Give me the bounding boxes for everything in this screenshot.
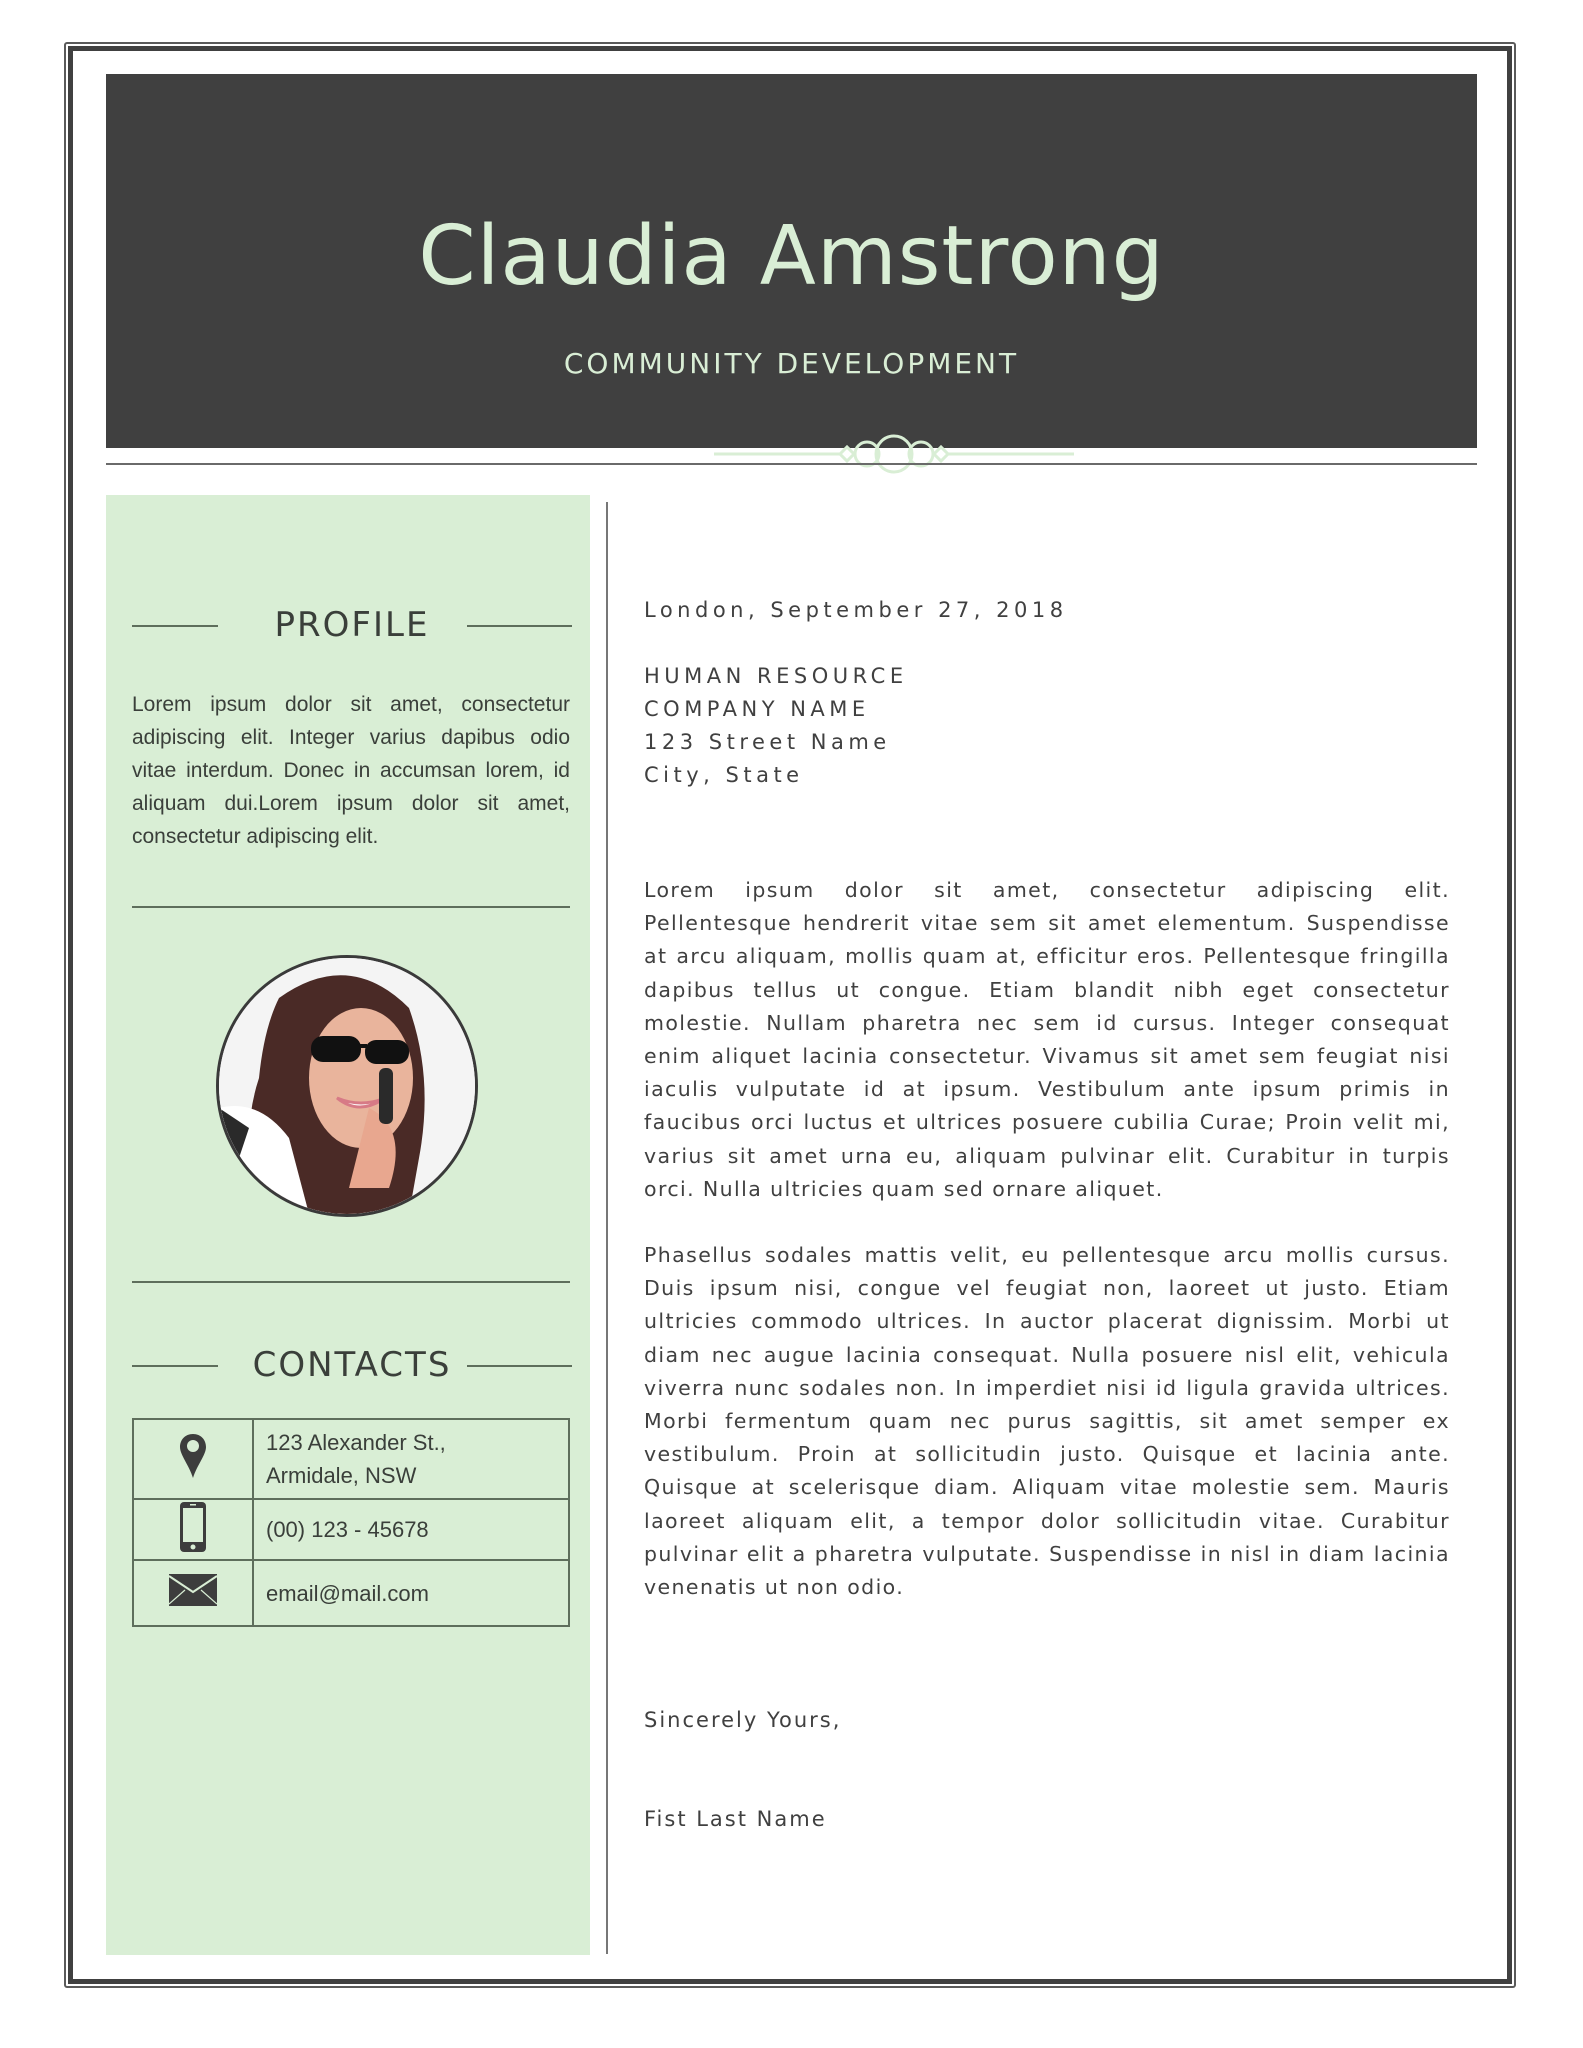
letter-paragraph-2: Phasellus sodales mattis velit, eu pellentesque arcu mollis cursus. Duis ipsum nisi, congue vel feugiat non, laoreet ut justo. Etiam ultricies commodo ultrices. In auctor placerat dignissim. Morbi ut diam nec augue lacinia consequat. Nulla posuere nisl elit, vehicula viverra nunc sodales non. In imperdiet nisi id ligula gravida ultrices. Morbi fermentum quam nec purus sagittis, sit amet semper ex vestibulum. Proin at sollicitudin justo. Quisque et lacinia ante. Quisque at scelerisque diam. Aliquam vitae molestie sem. Mauris laoreet aliquam elit, a tempor dolor sollicitudin vitae. Curabitur pulvinar elit a pharetra vulputate. Suspendisse in nisl in diam lacinia venenatis ut non odio. — [644, 1243, 1450, 1600]
letter-closing: Sincerely Yours, — [644, 1708, 842, 1733]
candidate-name: Claudia Amstrong — [418, 209, 1165, 304]
contacts-table — [132, 1418, 570, 1627]
sidebar-divider — [132, 1281, 570, 1283]
address-line-2: Armidale, NSW — [266, 1463, 417, 1488]
candidate-title: COMMUNITY DEVELOPMENT — [563, 347, 1020, 380]
profile-heading — [132, 605, 572, 645]
sidebar — [106, 495, 590, 1955]
letter-date: London, September 27, 2018 — [644, 598, 1068, 622]
profile-summary: Lorem ipsum dolor sit amet, consectetur adipiscing elit. Integer varius dapibus odio vitae interdum. Donec in accumsan lorem, id aliquam dui.Lorem ipsum dolor sit amet, consectetur adipiscing elit. — [132, 693, 570, 848]
heading-rule-right — [467, 1365, 572, 1367]
contacts-heading-text: CONTACTS — [252, 1345, 452, 1385]
contact-icon-cell — [133, 1560, 253, 1626]
contacts-heading — [132, 1345, 572, 1385]
avatar — [216, 955, 478, 1217]
recipient-department: HUMAN RESOURCE — [644, 664, 908, 688]
contact-icon-cell — [133, 1499, 253, 1560]
mobile-phone-icon — [179, 1501, 207, 1553]
column-divider — [606, 502, 608, 1954]
contact-email[interactable]: email@mail.com — [253, 1560, 569, 1626]
location-pin-icon — [179, 1433, 207, 1479]
address-line-1: 123 Alexander St., — [266, 1430, 446, 1455]
sidebar-divider — [132, 906, 570, 908]
recipient-street: 123 Street Name — [644, 730, 891, 754]
recipient-city: City, State — [644, 763, 804, 787]
profile-photo-icon — [219, 958, 475, 1214]
contact-address — [253, 1419, 569, 1499]
contact-row-phone — [133, 1499, 569, 1560]
contact-row-email — [133, 1560, 569, 1626]
header-divider — [106, 463, 1477, 465]
cover-letter — [644, 594, 1450, 1836]
envelope-icon — [169, 1574, 217, 1606]
profile-heading-text: PROFILE — [274, 605, 430, 645]
ornament-divider-icon — [712, 432, 1076, 476]
contact-phone: (00) 123 - 45678 — [253, 1499, 569, 1560]
recipient-company: COMPANY NAME — [644, 697, 870, 721]
letter-paragraph-1: Lorem ipsum dolor sit amet, consectetur adipiscing elit. Pellentesque hendrerit vitae sem sit amet elementum. Suspendisse at arcu aliquam, mollis quam at, efficitur eros. Pellentesque fringilla dapibus tellus ut congue. Etiam blandit nibh eget consectetur molestie. Nullam pharetra nec sem id cursus. Integer consequat enim aliquet lacinia consectetur. Vivamus sit amet sem feugiat nisi iaculis vulputate id at ipsum. Vestibulum ante ipsum primis in faucibus orci luctus et ultrices posuere cubilia Curae; Proin velit mi, varius sit amet urna eu, aliquam pulvinar elit. Curabitur in turpis orci. Nulla ultricies quam sed ornare aliquet. — [644, 878, 1450, 1201]
header-banner — [106, 74, 1477, 448]
heading-rule-right — [467, 625, 572, 627]
letter-signature: Fist Last Name — [644, 1807, 827, 1832]
contact-icon-cell — [133, 1419, 253, 1499]
contact-row-address — [133, 1419, 569, 1499]
